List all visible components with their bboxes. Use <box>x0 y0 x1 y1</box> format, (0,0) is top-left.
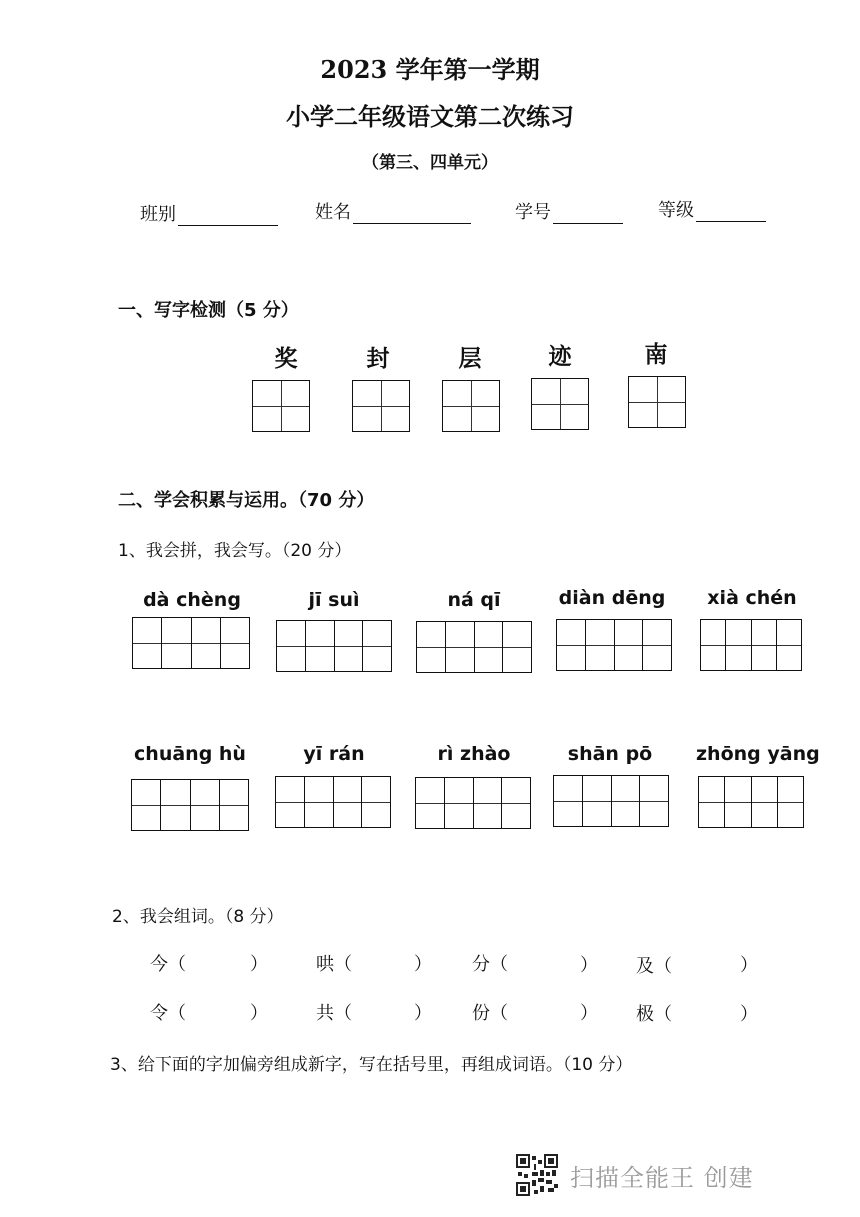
word-answer-close[interactable]: ） <box>580 955 598 976</box>
writing-grid[interactable] <box>275 776 391 828</box>
pinyin-label: ná qī <box>447 589 501 611</box>
student-number-label: 学号 <box>515 202 551 223</box>
character-label: 奖 <box>274 346 298 372</box>
pinyin-label: jī suì <box>308 589 360 611</box>
word-answer-close[interactable]: ） <box>250 1003 268 1024</box>
word-answer-close[interactable]: ） <box>740 1004 758 1025</box>
writing-box[interactable] <box>531 378 589 430</box>
writing-box[interactable] <box>628 376 686 428</box>
exam-units: （第三、四单元） <box>362 153 498 173</box>
name-label: 姓名 <box>315 202 351 223</box>
word-answer-close[interactable]: ） <box>580 1003 598 1024</box>
word-prompt: 共（ <box>316 1003 352 1024</box>
pinyin-label: xià chén <box>707 587 797 609</box>
writing-grid[interactable] <box>276 620 392 672</box>
scanner-watermark: 扫描全能王 创建 <box>570 1164 754 1192</box>
writing-grid[interactable] <box>132 617 250 669</box>
writing-grid[interactable] <box>131 779 249 831</box>
qr-code-icon <box>516 1154 558 1196</box>
exam-term-title: 2023 学年第一学期 <box>320 55 540 84</box>
word-answer-close[interactable]: ） <box>414 954 432 975</box>
writing-box[interactable] <box>442 380 500 432</box>
word-prompt: 份（ <box>472 1003 508 1024</box>
pinyin-label: dà chèng <box>143 589 241 611</box>
writing-grid[interactable] <box>416 621 532 673</box>
exam-title: 小学二年级语文第二次练习 <box>286 102 574 131</box>
q2-title: 2、我会组词。（8 分） <box>112 907 284 927</box>
word-prompt: 哄（ <box>316 954 352 975</box>
class-label: 班别 <box>140 204 176 225</box>
word-answer-close[interactable]: ） <box>250 954 268 975</box>
character-label: 南 <box>644 342 668 368</box>
pinyin-label: chuāng hù <box>134 743 246 765</box>
writing-grid[interactable] <box>553 775 669 827</box>
character-label: 封 <box>366 346 390 372</box>
writing-grid[interactable] <box>556 619 672 671</box>
grade-label: 等级 <box>658 200 694 221</box>
name-field[interactable] <box>315 198 471 224</box>
word-answer-close[interactable]: ） <box>414 1003 432 1024</box>
pinyin-label: zhōng yāng <box>696 743 820 765</box>
student-number-field[interactable] <box>515 198 623 224</box>
writing-box[interactable] <box>252 380 310 432</box>
word-prompt: 极（ <box>636 1004 672 1025</box>
writing-box[interactable] <box>352 380 410 432</box>
character-label: 迹 <box>548 344 572 370</box>
pinyin-label: shān pō <box>567 743 653 765</box>
grade-field[interactable] <box>658 196 766 222</box>
q1-title: 1、我会拼，我会写。（20 分） <box>118 541 352 561</box>
writing-grid[interactable] <box>415 777 531 829</box>
q3-title: 3、给下面的字加偏旁组成新字，写在括号里，再组成词语。（10 分） <box>110 1055 633 1075</box>
word-prompt: 及（ <box>636 956 672 977</box>
class-field[interactable] <box>140 200 278 226</box>
word-prompt: 今（ <box>150 954 186 975</box>
pinyin-label: diàn dēng <box>558 587 666 609</box>
character-label: 层 <box>458 346 482 372</box>
writing-grid[interactable] <box>698 776 804 828</box>
word-answer-close[interactable]: ） <box>740 955 758 976</box>
section2-title: 二、学会积累与运用。（70 分） <box>118 490 375 511</box>
pinyin-label: rì zhào <box>437 743 511 765</box>
word-prompt: 令（ <box>150 1003 186 1024</box>
writing-grid[interactable] <box>700 619 802 671</box>
section1-title: 一、写字检测（5 分） <box>118 300 299 321</box>
word-prompt: 分（ <box>472 954 508 975</box>
pinyin-label: yī rán <box>303 743 365 765</box>
